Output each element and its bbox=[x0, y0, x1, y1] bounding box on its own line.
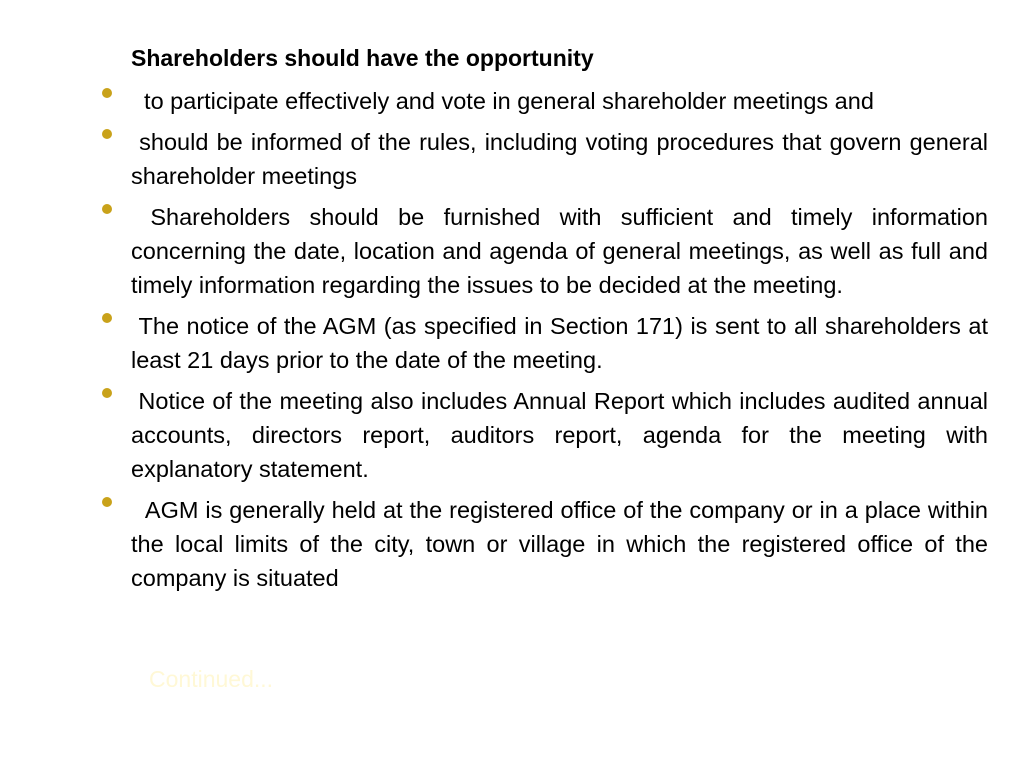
continued-label: Continued... bbox=[149, 666, 274, 692]
bullet-list bbox=[131, 84, 988, 602]
bullet-dot-icon bbox=[102, 129, 112, 139]
bullet-dot-icon bbox=[102, 497, 112, 507]
bullet-dot-icon bbox=[102, 388, 112, 398]
bullet-text: to participate effectively and vote in general shareholder meetings and bbox=[131, 88, 874, 114]
bullet-item bbox=[131, 200, 988, 302]
bullet-dot-icon bbox=[102, 88, 112, 98]
bullet-item bbox=[131, 309, 988, 377]
bullet-item bbox=[131, 493, 988, 595]
bullet-item bbox=[131, 84, 988, 118]
bullet-text: Shareholders should be furnished with sufficient and timely information concerning the date, location and agenda of general meetings, as well as full and timely information regarding the issues to be decided at the meeting. bbox=[131, 204, 988, 298]
bullet-text: AGM is generally held at the registered office of the company or in a place within the local limits of the city, town or village in which the registered office of the company is situated bbox=[131, 497, 988, 591]
bullet-text: The notice of the AGM (as specified in Section 171) is sent to all shareholders at least 21 days prior to the date of the meeting. bbox=[131, 313, 988, 373]
bullet-item bbox=[131, 384, 988, 486]
bullet-dot-icon bbox=[102, 204, 112, 214]
slide-heading: Shareholders should have the opportunity bbox=[131, 45, 594, 71]
bullet-dot-icon bbox=[102, 313, 112, 323]
bullet-item bbox=[131, 125, 988, 193]
bullet-text: should be informed of the rules, including voting procedures that govern general shareholder meetings bbox=[131, 129, 988, 189]
bullet-text: Notice of the meeting also includes Annual Report which includes audited annual accounts, directors report, auditors report, agenda for the meeting with explanatory statement. bbox=[131, 388, 988, 482]
